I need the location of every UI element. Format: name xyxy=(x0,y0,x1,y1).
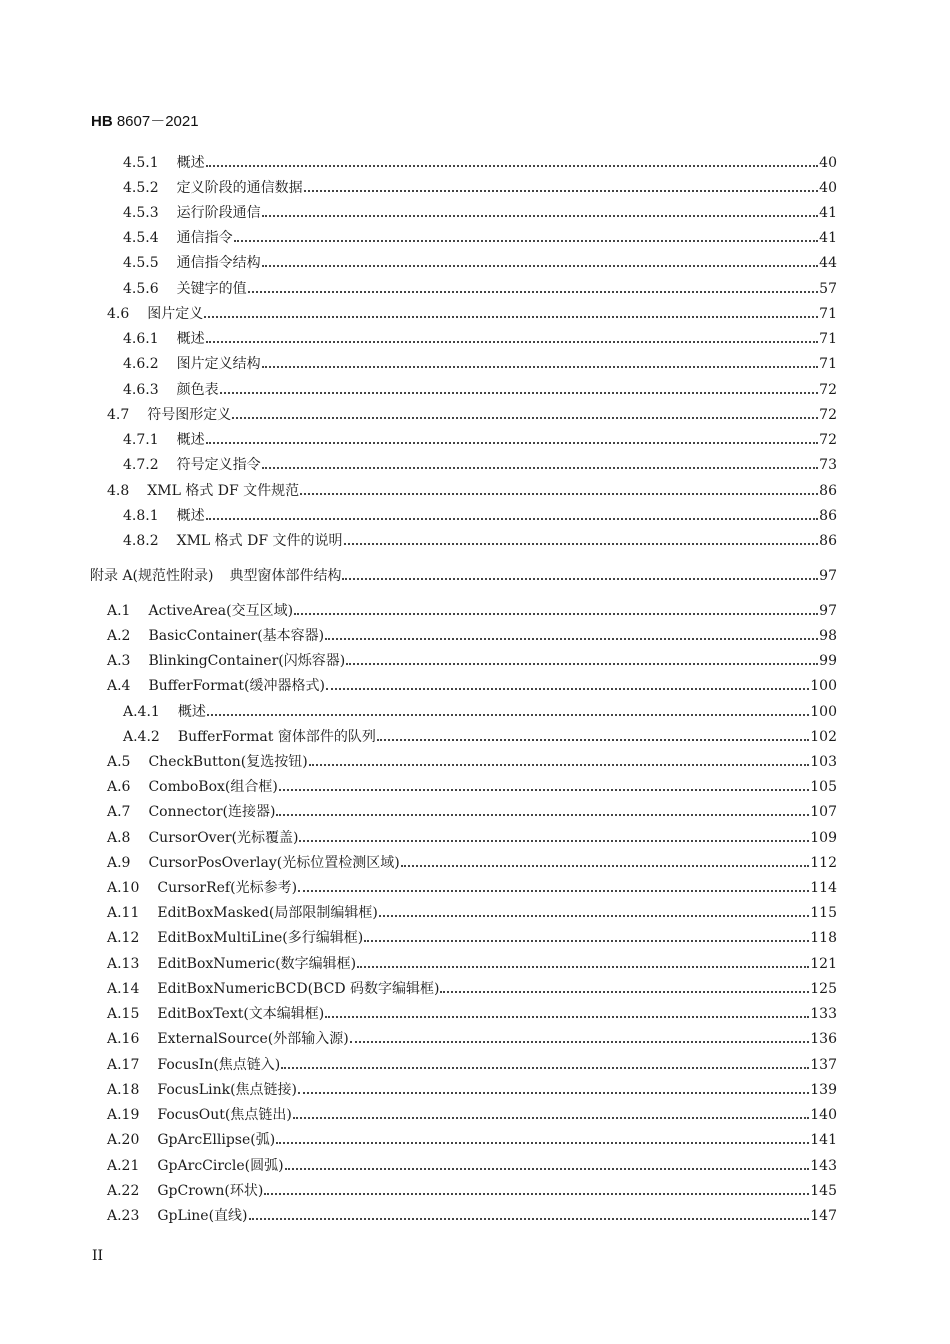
toc-entry-page: 133 xyxy=(810,1006,837,1022)
dot-leader xyxy=(232,417,818,419)
toc-entry-title: EditBoxMultiLine(多行编辑框) xyxy=(157,930,364,946)
toc-entry-number: 4.5.4 xyxy=(123,230,159,246)
toc-entry-number: 4.5.2 xyxy=(123,180,159,196)
toc-entry-page: 121 xyxy=(810,956,837,972)
toc-entry-page: 103 xyxy=(810,754,837,770)
toc-entry-number: 4.5.6 xyxy=(123,281,159,297)
toc-entry-number: A.18 xyxy=(107,1082,140,1098)
toc-entry-page: 147 xyxy=(810,1208,837,1224)
toc-entry-number: A.15 xyxy=(107,1006,140,1022)
dot-leader xyxy=(299,840,809,842)
toc-entry[interactable] xyxy=(107,404,837,426)
toc-entry-title: CursorPosOverlay(光标位置检测区域) xyxy=(148,855,400,871)
dot-leader xyxy=(249,1218,810,1220)
toc-entry-title: FocusOut(焦点链出) xyxy=(157,1107,292,1123)
toc-entry-number: 4.8 xyxy=(107,483,130,499)
toc-entry-title: 关键字的值 xyxy=(176,281,247,297)
toc-entry-title: 符号图形定义 xyxy=(147,407,232,423)
toc-entry[interactable] xyxy=(123,379,837,401)
toc-entry[interactable] xyxy=(107,1205,837,1227)
toc-entry-page: 100 xyxy=(810,678,837,694)
toc-entry-number: A.6 xyxy=(107,779,131,795)
toc-entry-title: 运行阶段通信 xyxy=(176,205,261,221)
toc-entry-title: ComboBox(组合框) xyxy=(148,779,278,795)
toc-entry[interactable] xyxy=(123,278,837,300)
toc-entry-title: GpLine(直线) xyxy=(157,1208,248,1224)
dot-leader xyxy=(325,1016,809,1018)
toc-entry-title: EditBoxMasked(局部限制编辑框) xyxy=(157,905,378,921)
toc-entry-page: 71 xyxy=(819,356,837,372)
dot-leader xyxy=(344,543,819,545)
toc-entry-page: 71 xyxy=(819,306,837,322)
toc-entry-title: 概述 xyxy=(176,432,205,448)
toc-entry[interactable] xyxy=(107,1104,837,1126)
toc-entry-title: 通信指令 xyxy=(176,230,233,246)
standard-number: 8607－2021 xyxy=(116,113,199,130)
dot-leader xyxy=(350,1041,810,1043)
toc-entry-page: 109 xyxy=(810,830,837,846)
toc-entry[interactable] xyxy=(107,776,837,798)
toc-entry-title: CursorOver(光标覆盖) xyxy=(148,830,299,846)
toc-entry-page: 105 xyxy=(810,779,837,795)
toc-entry[interactable] xyxy=(123,454,837,476)
dot-leader xyxy=(262,215,819,217)
toc-entry[interactable] xyxy=(123,152,837,174)
toc-entry-number: A.9 xyxy=(107,855,131,871)
toc-entry-title: GpArcCircle(圆弧) xyxy=(157,1158,284,1174)
toc-entry-number: A.4.2 xyxy=(123,729,160,745)
toc-entry-number: 4.8.1 xyxy=(123,508,159,524)
toc-entry-page: 71 xyxy=(819,331,837,347)
toc-entry-number: A.7 xyxy=(107,804,131,820)
toc-entry-page: 139 xyxy=(810,1082,837,1098)
toc-entry-page: 107 xyxy=(810,804,837,820)
toc-entry-number: A.17 xyxy=(107,1057,140,1073)
toc-entry[interactable] xyxy=(123,252,837,274)
toc-entry[interactable] xyxy=(107,1079,837,1101)
toc-entry-page: 99 xyxy=(819,653,837,669)
toc-entry[interactable] xyxy=(107,303,837,325)
toc-entry-page: 44 xyxy=(819,255,837,271)
toc-entry-page: 86 xyxy=(819,533,837,549)
toc-entry-page: 102 xyxy=(810,729,837,745)
toc-entry-number: 4.5.1 xyxy=(123,155,159,171)
toc-entry-title: CheckButton(复选按钮) xyxy=(148,754,308,770)
page-number: II xyxy=(92,1248,104,1264)
dot-leader xyxy=(346,663,818,665)
dot-leader xyxy=(234,240,819,242)
toc-entry[interactable] xyxy=(107,978,837,1000)
dot-leader xyxy=(262,366,819,368)
dot-leader xyxy=(279,789,809,791)
toc-entry[interactable] xyxy=(107,852,837,874)
toc-entry[interactable] xyxy=(90,565,837,587)
dot-leader xyxy=(206,341,819,343)
toc-entry-page: 40 xyxy=(819,155,837,171)
toc-entry-number: A.23 xyxy=(107,1208,140,1224)
toc-entry[interactable] xyxy=(123,505,837,527)
toc-entry[interactable] xyxy=(107,1003,837,1025)
toc-entry-page: 136 xyxy=(810,1031,837,1047)
toc-entry-title: 概述 xyxy=(176,331,205,347)
toc-entry[interactable] xyxy=(107,600,837,622)
toc-entry-number: A.12 xyxy=(107,930,140,946)
toc-entry[interactable] xyxy=(123,227,837,249)
toc-entry-number: 4.7 xyxy=(107,407,130,423)
toc-entry-page: 72 xyxy=(819,407,837,423)
toc-entry-title: 概述 xyxy=(176,155,205,171)
toc-entry[interactable] xyxy=(107,650,837,672)
dot-leader xyxy=(364,940,809,942)
toc-entry-title: 颜色表 xyxy=(176,382,219,398)
toc-entry[interactable] xyxy=(107,625,837,647)
toc-entry-page: 41 xyxy=(819,205,837,221)
toc-entry-title: Connector(连接器) xyxy=(148,804,276,820)
toc-entry-number: 4.6 xyxy=(107,306,130,322)
toc-entry-title: BlinkingContainer(闪烁容器) xyxy=(148,653,346,669)
toc-entry-title: ExternalSource(外部输入源) xyxy=(157,1031,349,1047)
dot-leader xyxy=(325,638,818,640)
dot-leader xyxy=(276,1142,809,1144)
toc-entry[interactable] xyxy=(107,1155,837,1177)
toc-entry-number: A.22 xyxy=(107,1183,140,1199)
toc-entry-title: BasicContainer(基本容器) xyxy=(148,628,325,644)
toc-entry[interactable] xyxy=(123,429,837,451)
toc-entry-page: 41 xyxy=(819,230,837,246)
dot-leader xyxy=(206,165,819,167)
toc-entry-number: A.20 xyxy=(107,1132,140,1148)
toc-entry[interactable] xyxy=(123,530,837,552)
dot-leader xyxy=(379,915,809,917)
toc-entry-title: 概述 xyxy=(176,508,205,524)
dot-leader xyxy=(207,714,809,716)
toc-entry-page: 145 xyxy=(810,1183,837,1199)
toc-entry-page: 73 xyxy=(819,457,837,473)
toc-entry-number: A.1 xyxy=(107,603,131,619)
toc-entry-page: 112 xyxy=(810,855,837,871)
toc-entry-page: 118 xyxy=(810,930,837,946)
toc-entry-page: 72 xyxy=(819,382,837,398)
toc-entry[interactable] xyxy=(107,902,837,924)
toc-entry-title: BufferFormat(缓冲器格式) xyxy=(148,678,325,694)
toc-entry-title: ActiveArea(交互区域) xyxy=(148,603,294,619)
dot-leader xyxy=(204,316,818,318)
toc-entry-number: A.4.1 xyxy=(123,704,160,720)
toc-entry-page: 40 xyxy=(819,180,837,196)
toc-entry-page: 140 xyxy=(810,1107,837,1123)
toc-entry-title: 图片定义结构 xyxy=(176,356,261,372)
dot-leader xyxy=(342,578,818,580)
toc-entry[interactable] xyxy=(107,953,837,975)
toc-entry-page: 98 xyxy=(819,628,837,644)
toc-entry-title: EditBoxText(文本编辑框) xyxy=(157,1006,325,1022)
toc-entry-title: FocusIn(焦点链入) xyxy=(157,1057,281,1073)
toc-entry-number: 4.5.3 xyxy=(123,205,159,221)
toc-entry-title: EditBoxNumeric(数字编辑框) xyxy=(157,956,357,972)
dot-leader xyxy=(440,991,809,993)
toc-entry-title: EditBoxNumericBCD(BCD 码数字编辑框) xyxy=(157,981,440,997)
toc-entry[interactable] xyxy=(123,328,837,350)
dot-leader xyxy=(357,966,809,968)
toc-entry[interactable] xyxy=(107,751,837,773)
dot-leader xyxy=(293,1117,809,1119)
toc-entry[interactable] xyxy=(107,1129,837,1151)
dot-leader xyxy=(300,493,818,495)
toc-entry[interactable] xyxy=(107,927,837,949)
toc-entry-number: 4.7.2 xyxy=(123,457,159,473)
dot-leader xyxy=(377,739,809,741)
toc-entry-page: 137 xyxy=(810,1057,837,1073)
toc-entry-number: A.3 xyxy=(107,653,131,669)
toc-entry-title: 符号定义指令 xyxy=(176,457,261,473)
toc-entry-number: A.11 xyxy=(107,905,140,921)
toc-entry-title: 定义阶段的通信数据 xyxy=(176,180,303,196)
toc-entry-number: A.19 xyxy=(107,1107,140,1123)
toc-entry[interactable] xyxy=(107,675,837,697)
toc-entry[interactable] xyxy=(107,1028,837,1050)
toc-entry[interactable] xyxy=(123,177,837,199)
toc-entry-number: A.14 xyxy=(107,981,140,997)
toc-entry-number: A.2 xyxy=(107,628,131,644)
toc-entry-page: 57 xyxy=(819,281,837,297)
toc-entry-number: A.5 xyxy=(107,754,131,770)
toc-entry[interactable] xyxy=(107,877,837,899)
toc-entry[interactable] xyxy=(123,353,837,375)
dot-leader xyxy=(285,1168,810,1170)
toc-entry-number: 附录 A(规范性附录) xyxy=(90,568,214,584)
toc-entry-title: XML 格式 DF 文件的说明 xyxy=(176,533,343,549)
toc-entry-number: A.4 xyxy=(107,678,131,694)
toc-entry-number: A.16 xyxy=(107,1031,140,1047)
toc-entry-title: 典型窗体部件结构 xyxy=(229,568,342,584)
toc-entry[interactable] xyxy=(123,701,837,723)
toc-entry-number: 4.5.5 xyxy=(123,255,159,271)
dot-leader xyxy=(298,1092,809,1094)
standard-code: HB xyxy=(91,113,113,130)
toc-entry-title: GpCrown(环状) xyxy=(157,1183,264,1199)
toc-entry-page: 125 xyxy=(810,981,837,997)
toc-entry[interactable] xyxy=(107,801,837,823)
toc-entry-page: 115 xyxy=(810,905,837,921)
dot-leader xyxy=(262,265,819,267)
dot-leader xyxy=(248,291,819,293)
dot-leader xyxy=(309,764,810,766)
toc-entry-page: 141 xyxy=(810,1132,837,1148)
dot-leader xyxy=(276,814,809,816)
toc-entry-title: BufferFormat 窗体部件的队列 xyxy=(177,729,376,745)
dot-leader xyxy=(206,518,819,520)
toc-entry[interactable] xyxy=(107,1180,837,1202)
dot-leader xyxy=(304,190,819,192)
toc-entry-page: 97 xyxy=(819,603,837,619)
dot-leader xyxy=(294,613,818,615)
toc-entry-number: A.13 xyxy=(107,956,140,972)
dot-leader xyxy=(326,688,809,690)
toc-entry-number: A.8 xyxy=(107,830,131,846)
toc-entry-title: XML 格式 DF 文件规范 xyxy=(147,483,300,499)
page-header xyxy=(91,110,199,131)
toc-entry-page: 114 xyxy=(810,880,837,896)
toc-entry-number: 4.6.1 xyxy=(123,331,159,347)
toc-entry-page: 86 xyxy=(819,483,837,499)
dot-leader xyxy=(206,442,819,444)
toc-entry-title: GpArcEllipse(弧) xyxy=(157,1132,276,1148)
toc-entry-page: 86 xyxy=(819,508,837,524)
toc-entry-title: CursorRef(光标参考) xyxy=(157,880,298,896)
toc-entry-title: 概述 xyxy=(177,704,206,720)
toc-entry-number: 4.7.1 xyxy=(123,432,159,448)
toc-entry[interactable] xyxy=(107,480,837,502)
dot-leader xyxy=(220,392,819,394)
toc-entry[interactable] xyxy=(123,726,837,748)
toc-entry[interactable] xyxy=(107,827,837,849)
dot-leader xyxy=(281,1067,809,1069)
dot-leader xyxy=(262,467,819,469)
dot-leader xyxy=(401,865,810,867)
toc-entry[interactable] xyxy=(123,202,837,224)
toc-entry-page: 97 xyxy=(819,568,837,584)
dot-leader xyxy=(298,890,809,892)
dot-leader xyxy=(264,1193,809,1195)
toc-entry-number: A.21 xyxy=(107,1158,140,1174)
toc-entry-page: 100 xyxy=(810,704,837,720)
toc-entry-number: 4.6.2 xyxy=(123,356,159,372)
toc-entry-page: 143 xyxy=(810,1158,837,1174)
toc-entry-page: 72 xyxy=(819,432,837,448)
toc-entry-title: 图片定义 xyxy=(147,306,204,322)
toc-entry-number: 4.8.2 xyxy=(123,533,159,549)
toc-entry-number: A.10 xyxy=(107,880,140,896)
toc-entry-title: FocusLink(焦点链接) xyxy=(157,1082,297,1098)
toc-entry-title: 通信指令结构 xyxy=(176,255,261,271)
toc-entry[interactable] xyxy=(107,1054,837,1076)
toc-entry-number: 4.6.3 xyxy=(123,382,159,398)
